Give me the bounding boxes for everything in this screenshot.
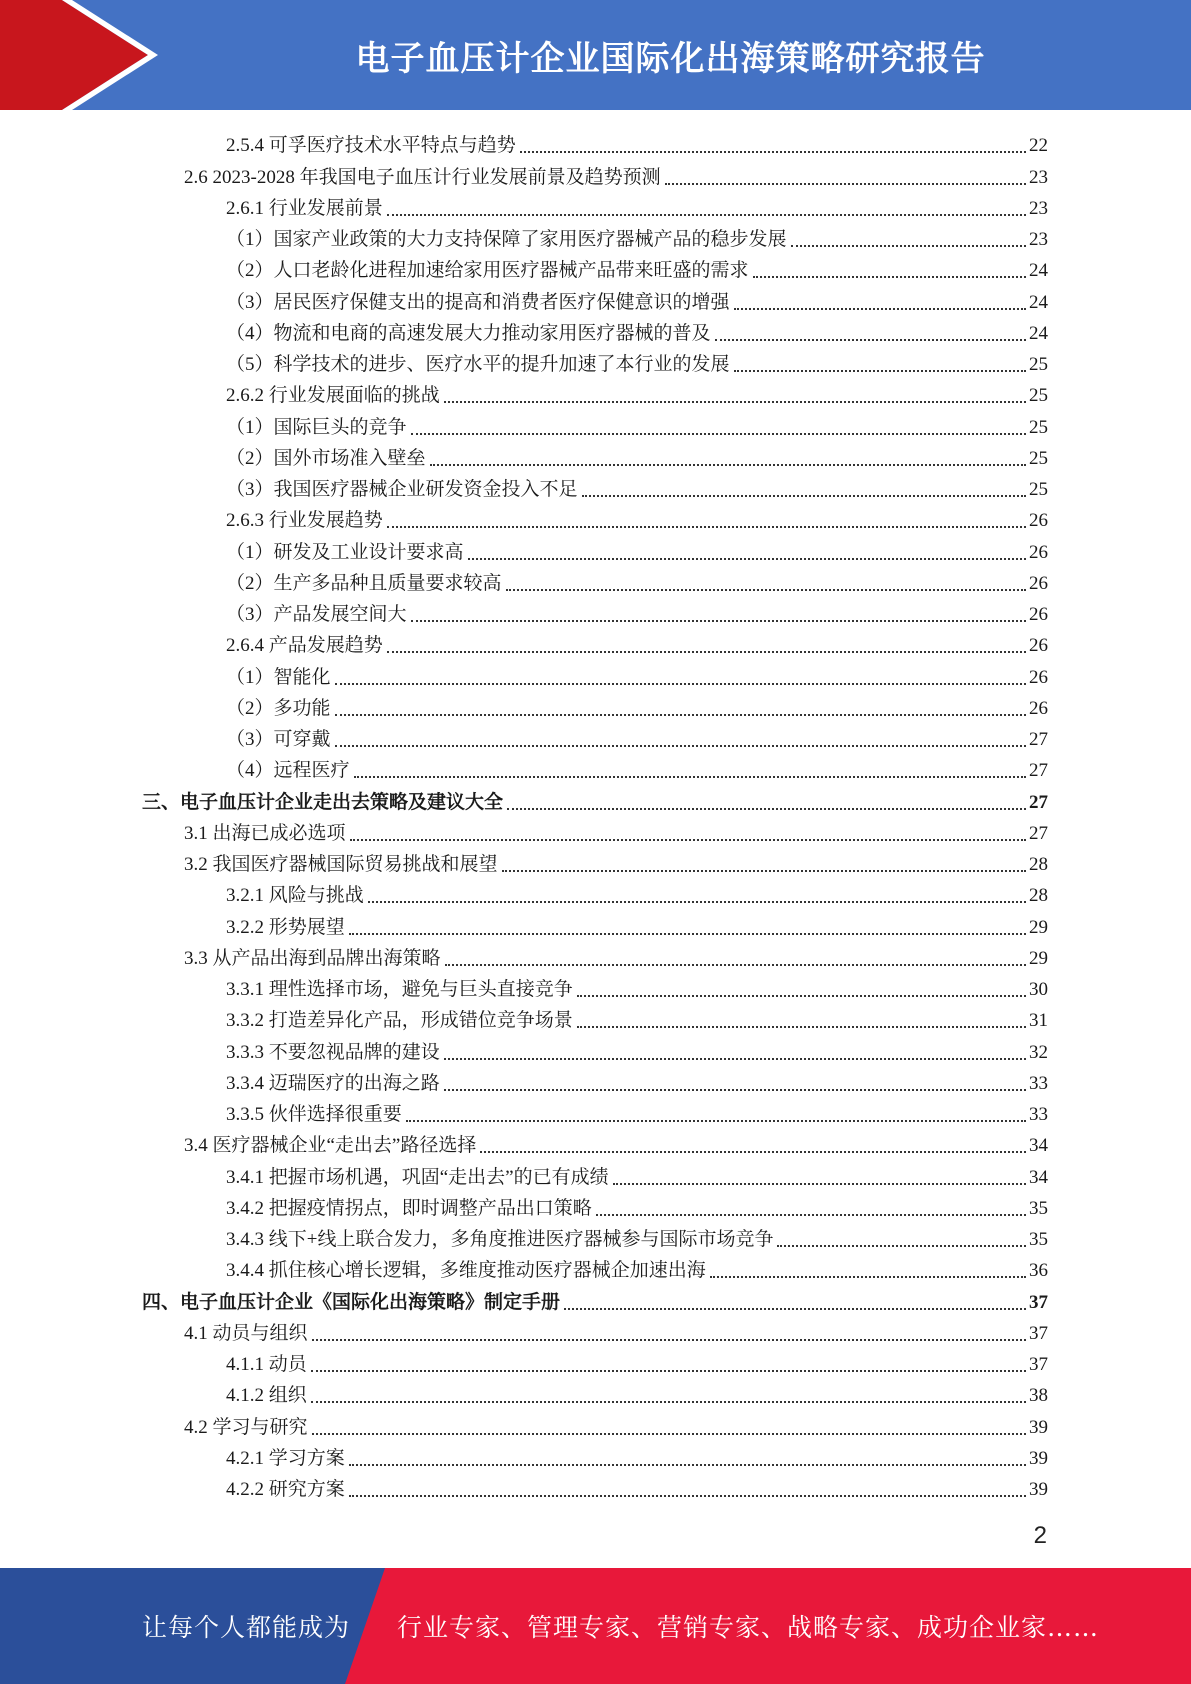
toc-entry[interactable] [142, 283, 1048, 314]
toc-dot-leader [406, 1120, 1026, 1122]
toc-dot-leader [577, 1026, 1026, 1028]
toc-entry-page: 26 [1029, 604, 1048, 625]
toc-entry-title: （3）居民医疗保健支出的提高和消费者医疗保健意识的增强 [226, 291, 730, 313]
toc-entry[interactable] [142, 1440, 1048, 1471]
toc-entry-page: 39 [1029, 1416, 1048, 1438]
toc-entry[interactable] [142, 1096, 1048, 1127]
toc-dot-leader [311, 1401, 1026, 1403]
toc-entry-page: 39 [1029, 1479, 1048, 1500]
toc-entry-title: （2）国外市场准入壁垒 [226, 447, 426, 469]
toc-dot-leader [710, 1276, 1026, 1278]
toc-entry[interactable] [142, 190, 1048, 221]
toc-entry-page: 37 [1029, 1354, 1048, 1375]
toc-dot-leader [502, 870, 1026, 872]
toc-entry[interactable] [142, 721, 1048, 752]
toc-dot-leader [444, 401, 1026, 403]
toc-dot-leader [387, 526, 1026, 528]
toc-entry-page: 26 [1029, 510, 1048, 532]
toc-entry-title: 3.2 我国医疗器械国际贸易挑战和展望 [184, 854, 498, 875]
toc-dot-leader [520, 151, 1026, 153]
toc-entry-page: 26 [1029, 635, 1048, 657]
toc-entry-page: 32 [1029, 1041, 1048, 1063]
toc-entry-title: 3.3.4 迈瑞医疗的出海之路 [226, 1072, 440, 1094]
toc-entry-title: （4）远程医疗 [226, 760, 350, 782]
toc-entry[interactable] [142, 1033, 1048, 1064]
toc-entry-page: 24 [1029, 322, 1048, 344]
toc-entry[interactable] [142, 658, 1048, 689]
toc-entry-title: 3.4.2 把握疫情拐点，即时调整产品出口策略 [226, 1197, 592, 1219]
footer-slogan-left: 让每个人都能成为 [142, 1613, 351, 1642]
toc-entry-page: 28 [1029, 885, 1048, 907]
toc-entry-page: 29 [1029, 916, 1048, 938]
toc-entry-page: 39 [1029, 1447, 1048, 1469]
toc-entry[interactable] [142, 815, 1048, 846]
toc-entry-title: （1）智能化 [226, 666, 331, 688]
toc-dot-leader [335, 714, 1026, 716]
toc-entry-title: 4.1.2 组织 [226, 1385, 307, 1407]
toc-entry-title: （3）可穿戴 [226, 729, 331, 750]
toc-entry-title: （1）国家产业政策的大力支持保障了家用医疗器械产品的稳步发展 [226, 229, 787, 250]
toc-entry-title: （1）国际巨头的竞争 [226, 416, 407, 438]
toc-dot-leader [753, 276, 1026, 278]
toc-dot-leader [387, 651, 1026, 653]
toc-entry[interactable] [142, 690, 1048, 721]
toc-entry-title: 3.4.3 线下+线上联合发力，多角度推进医疗器械参与国际市场竞争 [226, 1229, 774, 1250]
toc-dot-leader [312, 1433, 1026, 1435]
toc-entry-title: （2）多功能 [226, 697, 331, 719]
toc-entry[interactable] [142, 877, 1048, 908]
toc-entry-title: 3.3.2 打造差异化产品，形成错位竞争场景 [226, 1010, 573, 1032]
page-footer [0, 1568, 1191, 1684]
toc-entry-page: 25 [1029, 416, 1048, 438]
toc-entry[interactable] [142, 315, 1048, 346]
toc-entry-page: 27 [1029, 760, 1048, 782]
toc-entry[interactable] [142, 502, 1048, 533]
toc-dot-leader [444, 1089, 1026, 1091]
toc-entry-page: 37 [1029, 1291, 1048, 1313]
toc-dot-leader [665, 183, 1026, 185]
toc-dot-leader [354, 776, 1026, 778]
toc-dot-leader [468, 558, 1026, 560]
toc-entry-page: 25 [1029, 354, 1048, 375]
toc-entry[interactable] [142, 1127, 1048, 1158]
toc-entry-page: 34 [1029, 1135, 1048, 1157]
toc-entry-page: 24 [1029, 291, 1048, 313]
toc-entry-page: 25 [1029, 447, 1048, 469]
page-number: 2 [1033, 1522, 1047, 1549]
toc-entry-title: 3.3.1 理性选择市场，避免与巨头直接竞争 [226, 979, 573, 1000]
toc-entry[interactable] [142, 252, 1048, 283]
toc-entry[interactable] [142, 1346, 1048, 1377]
toc-entry[interactable] [142, 127, 1048, 158]
toc-entry-title: 三、电子血压计企业走出去策略及建议大全 [142, 791, 504, 813]
toc-entry-title: 四、电子血压计企业《国际化出海策略》制定手册 [142, 1291, 561, 1313]
toc-dot-leader [411, 433, 1026, 435]
toc-dot-leader [734, 308, 1026, 310]
toc-dot-leader [582, 495, 1026, 497]
toc-entry-page: 26 [1029, 666, 1048, 688]
toc-dot-leader [715, 339, 1026, 341]
toc-entry[interactable] [142, 596, 1048, 627]
toc-dot-leader [734, 370, 1026, 372]
toc-dot-leader [312, 1339, 1026, 1341]
page-header [0, 0, 1191, 110]
toc-entry[interactable] [142, 752, 1048, 783]
toc-dot-leader [777, 1245, 1026, 1247]
toc-entry-title: （2）人口老龄化进程加速给家用医疗器械产品带来旺盛的需求 [226, 260, 749, 282]
toc-entry-title: 3.4.4 抓住核心增长逻辑，多维度推动医疗器械企加速出海 [226, 1260, 706, 1282]
toc-dot-leader [349, 1464, 1026, 1466]
toc-entry-page: 38 [1029, 1385, 1048, 1407]
toc-entry-page: 23 [1029, 197, 1048, 219]
toc-entry[interactable] [142, 1283, 1048, 1314]
toc-entry[interactable] [142, 908, 1048, 939]
toc-dot-leader [349, 1495, 1026, 1497]
toc-dot-leader [564, 1308, 1026, 1310]
toc-entry-page: 25 [1029, 385, 1048, 407]
toc-entry[interactable] [142, 1315, 1048, 1346]
toc-entry-title: 4.1.1 动员 [226, 1354, 307, 1375]
toc-entry[interactable] [142, 377, 1048, 408]
table-of-contents [142, 127, 1048, 1502]
toc-dot-leader [480, 1151, 1026, 1153]
toc-entry[interactable] [142, 627, 1048, 658]
toc-entry-title: 3.3.5 伙伴选择很重要 [226, 1104, 402, 1125]
toc-dot-leader [349, 933, 1026, 935]
toc-entry[interactable] [142, 1221, 1048, 1252]
toc-entry[interactable] [142, 1471, 1048, 1502]
toc-entry[interactable] [142, 971, 1048, 1002]
toc-entry-title: 3.4.1 把握市场机遇，巩固“走出去”的已有成绩 [226, 1166, 609, 1188]
toc-entry-page: 35 [1029, 1197, 1048, 1219]
toc-entry-page: 34 [1029, 1166, 1048, 1188]
toc-entry-title: 2.6 2023-2028 年我国电子血压计行业发展前景及趋势预测 [184, 166, 661, 188]
toc-entry-page: 28 [1029, 854, 1048, 875]
toc-entry[interactable] [142, 1158, 1048, 1189]
toc-entry-title: （4）物流和电商的高速发展大力推动家用医疗器械的普及 [226, 322, 711, 344]
toc-entry-page: 33 [1029, 1072, 1048, 1094]
toc-dot-leader [577, 995, 1026, 997]
toc-dot-leader [791, 245, 1026, 247]
toc-entry[interactable] [142, 846, 1048, 877]
toc-entry-title: 3.2.1 风险与挑战 [226, 885, 364, 907]
toc-entry[interactable] [142, 565, 1048, 596]
toc-entry-page: 27 [1029, 791, 1048, 813]
toc-entry-page: 22 [1029, 135, 1048, 157]
footer-slogan-right: 行业专家、管理专家、营销专家、战略专家、成功企业家…… [397, 1613, 1100, 1642]
toc-entry-page: 30 [1029, 979, 1048, 1000]
toc-dot-leader [445, 964, 1026, 966]
toc-entry-page: 24 [1029, 260, 1048, 282]
toc-entry-page: 36 [1029, 1260, 1048, 1282]
toc-entry-title: （3）我国医疗器械企业研发资金投入不足 [226, 479, 578, 500]
toc-entry[interactable] [142, 940, 1048, 971]
toc-entry[interactable] [142, 346, 1048, 377]
toc-entry-page: 27 [1029, 822, 1048, 844]
toc-entry-title: （2）生产多品种且质量要求较高 [226, 572, 502, 594]
toc-entry-title: 2.6.3 行业发展趋势 [226, 510, 383, 532]
toc-dot-leader [335, 745, 1026, 747]
toc-entry-title: 4.2.1 学习方案 [226, 1447, 345, 1469]
toc-entry[interactable] [142, 1002, 1048, 1033]
toc-entry[interactable] [142, 1408, 1048, 1439]
toc-dot-leader [350, 839, 1026, 841]
toc-dot-leader [430, 464, 1026, 466]
toc-entry-page: 23 [1029, 229, 1048, 250]
toc-entry-page: 35 [1029, 1229, 1048, 1250]
toc-entry-title: 3.2.2 形势展望 [226, 916, 345, 938]
toc-entry-title: 4.2.2 研究方案 [226, 1479, 345, 1500]
toc-entry-title: 2.6.2 行业发展面临的挑战 [226, 385, 440, 407]
toc-dot-leader [311, 1370, 1026, 1372]
toc-entry[interactable] [142, 221, 1048, 252]
toc-entry-page: 29 [1029, 947, 1048, 969]
toc-entry[interactable] [142, 1065, 1048, 1096]
toc-entry[interactable] [142, 1252, 1048, 1283]
toc-entry-page: 26 [1029, 697, 1048, 719]
toc-entry[interactable] [142, 1190, 1048, 1221]
toc-entry-title: （5）科学技术的进步、医疗水平的提升加速了本行业的发展 [226, 354, 730, 375]
toc-entry-title: 2.6.1 行业发展前景 [226, 197, 383, 219]
toc-dot-leader [506, 589, 1026, 591]
toc-entry-page: 25 [1029, 479, 1048, 500]
toc-entry-title: 3.1 出海已成必选项 [184, 822, 346, 844]
toc-entry-title: （1）研发及工业设计要求高 [226, 541, 464, 563]
toc-dot-leader [596, 1214, 1026, 1216]
toc-dot-leader [444, 1058, 1026, 1060]
toc-entry-title: 2.6.4 产品发展趋势 [226, 635, 383, 657]
toc-entry-page: 37 [1029, 1322, 1048, 1344]
toc-dot-leader [335, 683, 1026, 685]
toc-entry[interactable] [142, 440, 1048, 471]
toc-dot-leader [613, 1183, 1026, 1185]
toc-entry-title: 3.3.3 不要忽视品牌的建设 [226, 1041, 440, 1063]
toc-entry[interactable] [142, 1377, 1048, 1408]
toc-dot-leader [507, 808, 1026, 810]
toc-entry[interactable] [142, 471, 1048, 502]
toc-dot-leader [387, 214, 1026, 216]
toc-entry-title: 4.2 学习与研究 [184, 1416, 308, 1438]
toc-entry-page: 27 [1029, 729, 1048, 750]
toc-entry-title: 3.3 从产品出海到品牌出海策略 [184, 947, 441, 969]
toc-dot-leader [411, 620, 1026, 622]
document-title: 电子血压计企业国际化出海策略研究报告 [355, 38, 986, 79]
toc-entry-title: 4.1 动员与组织 [184, 1322, 308, 1344]
toc-entry[interactable] [142, 408, 1048, 439]
toc-entry-title: （3）产品发展空间大 [226, 604, 407, 625]
toc-dot-leader [368, 901, 1026, 903]
toc-entry-page: 23 [1029, 166, 1048, 188]
toc-entry-page: 33 [1029, 1104, 1048, 1125]
toc-entry[interactable] [142, 158, 1048, 189]
toc-entry-page: 26 [1029, 541, 1048, 563]
toc-entry[interactable] [142, 783, 1048, 814]
toc-entry-title: 3.4 医疗器械企业“走出去”路径选择 [184, 1135, 477, 1157]
toc-entry-page: 31 [1029, 1010, 1048, 1032]
toc-entry-page: 26 [1029, 572, 1048, 594]
toc-entry[interactable] [142, 533, 1048, 564]
toc-entry-title: 2.5.4 可孚医疗技术水平特点与趋势 [226, 135, 516, 157]
